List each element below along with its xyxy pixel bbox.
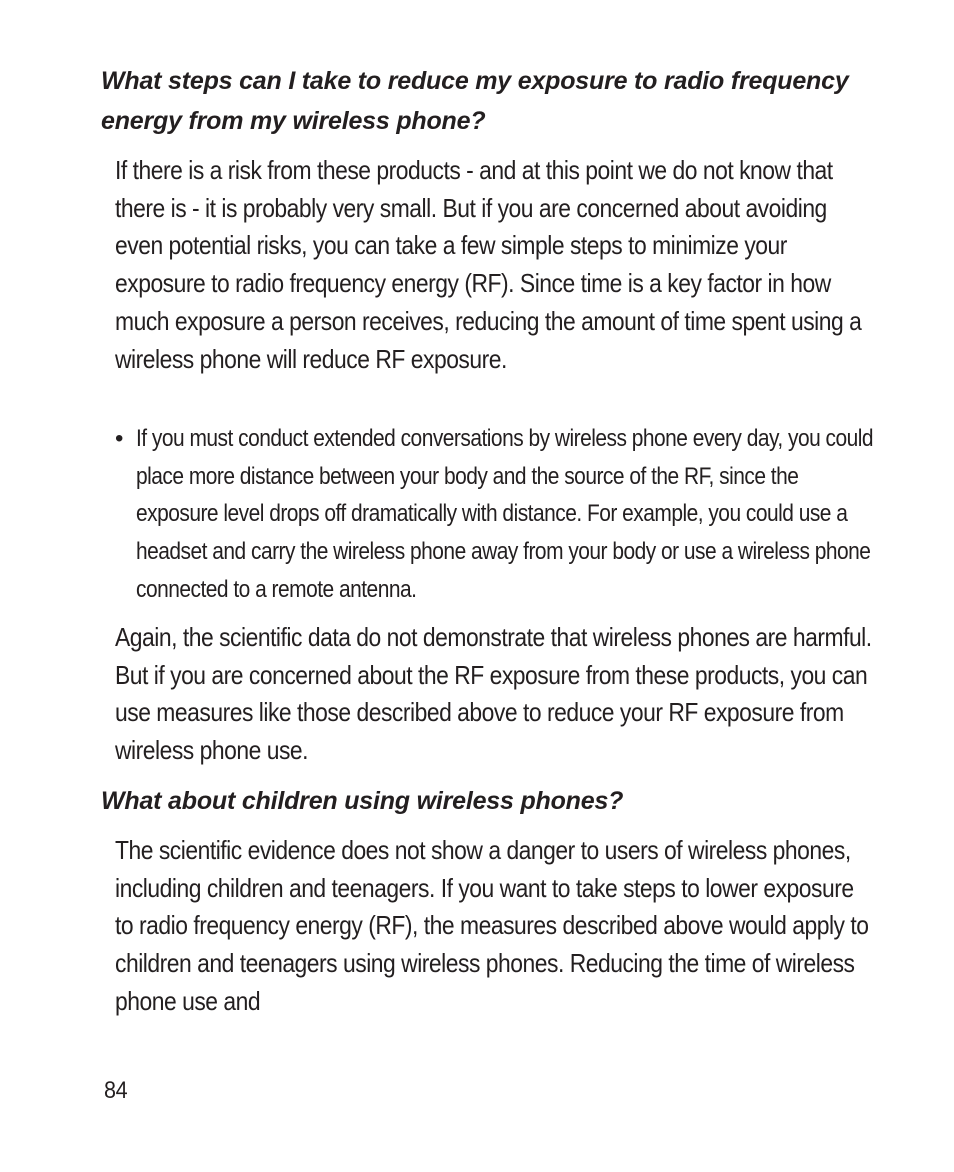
page-number: 84 <box>104 1077 128 1104</box>
bullet-text: If you must conduct extended conversations by wireless phone every day, you could place more distance between your body and the source of the RF, since the exposure level drops off dramatically with distance. For example, you could use a headset and carry the wireless phone away from your body or use a wireless phone connected to a remote antenna. <box>136 425 874 603</box>
bullet-list <box>115 420 875 609</box>
bullet-icon: • <box>115 425 124 452</box>
paragraph-children-evidence: The scientific evidence does not show a danger to users of wireless phones, including children and teenagers. If you want to take steps to lower exposure to radio frequency energy (RF), the measures described above would apply to children and teenagers using wireless phones. Reducing the time of wireless phone use and <box>115 835 869 1016</box>
paragraph-risk-intro: If there is a risk from these products - and at this point we do not know that there is - it is probably very small. But if you are concerned about avoiding even potential risks, you can take a few simple steps to minimize your exposure to radio frequency energy (RF). Since time is a key factor in how much exposure a person receives, reducing the amount of time spent using a wireless phone will reduce RF exposure. <box>115 155 862 374</box>
section-heading-children: What about children using wireless phones? <box>101 787 624 815</box>
paragraph-scientific-data: Again, the scientific data do not demonstrate that wireless phones are harmful. But if you are concerned about the RF exposure from these products, you can use measures like those described above to reduce your RF exposure from wireless phone use. <box>115 622 872 766</box>
list-item <box>115 420 875 609</box>
section-heading-rf-exposure: What steps can I take to reduce my exposure to radio frequency energy from my wireless phone? <box>101 67 849 135</box>
